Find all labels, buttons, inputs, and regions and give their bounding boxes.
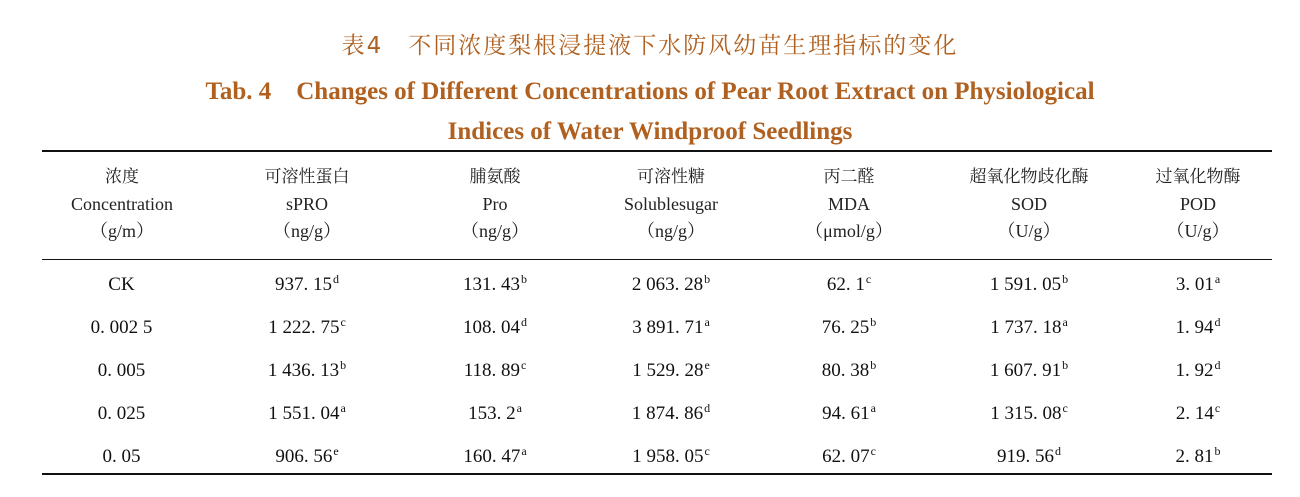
table-cell	[764, 315, 934, 339]
significance-letter: b	[1214, 443, 1221, 458]
table-cell	[934, 401, 1124, 425]
table-cell	[578, 315, 764, 339]
header-pro	[412, 164, 578, 254]
table-top-rule	[42, 150, 1272, 152]
table-title-cn: 表4 不同浓度梨根浸提液下水防风幼苗生理指标的变化	[341, 33, 959, 59]
header-en: MDA	[827, 194, 870, 214]
table-cell	[934, 272, 1124, 296]
table-cell	[1124, 358, 1272, 382]
cell-value: 1 958. 05	[632, 445, 704, 467]
table-title-en-line1: Tab. 4 Changes of Different Concentrations of Pear Root Extract on Physiological	[205, 78, 1095, 105]
header-cn: 脯氨酸	[469, 167, 521, 187]
table-header-row	[42, 164, 1272, 254]
header-unit: （U/g）	[1166, 221, 1230, 241]
table-cell	[42, 444, 202, 468]
cell-value: 2 063. 28	[631, 273, 704, 295]
significance-letter: a	[870, 400, 876, 415]
table-cell	[42, 315, 202, 339]
header-unit: （ng/g）	[636, 221, 705, 241]
significance-letter: b	[521, 271, 527, 286]
table-cell	[578, 358, 764, 382]
header-mda	[764, 164, 934, 254]
table-cell	[42, 358, 202, 382]
cell-value: 1 551. 04	[268, 402, 340, 424]
table-cell	[1124, 444, 1272, 468]
table-cell	[934, 315, 1124, 339]
cell-value: 62. 07	[822, 445, 870, 467]
significance-letter: d	[1214, 314, 1221, 329]
cell-value: 937. 15	[275, 273, 332, 295]
table-cell	[578, 401, 764, 425]
significance-letter: a	[340, 400, 346, 415]
table-row	[42, 262, 1272, 305]
header-en: SOD	[1010, 194, 1047, 214]
cell-value: 1. 94	[1175, 316, 1214, 338]
header-unit: （μmol/g）	[805, 221, 893, 241]
table-header-rule	[42, 259, 1272, 260]
table-cell	[202, 272, 412, 296]
table-cell	[934, 358, 1124, 382]
significance-letter: b	[1062, 271, 1069, 286]
cell-value: 3. 01	[1175, 273, 1214, 295]
header-cn: 过氧化物酶	[1155, 167, 1241, 187]
significance-letter: d	[333, 271, 339, 286]
cell-value: 1 222. 75	[268, 316, 340, 338]
header-sod	[934, 164, 1124, 254]
significance-letter: c	[1214, 400, 1221, 415]
cell-value: 131. 43	[463, 273, 520, 295]
header-cn: 可溶性蛋白	[264, 167, 350, 187]
cell-value: CK	[108, 273, 135, 295]
significance-letter: e	[333, 443, 339, 458]
significance-letter: a	[704, 314, 710, 329]
header-cn: 浓度	[105, 167, 139, 187]
header-en: Pro	[482, 194, 508, 214]
header-cn: 可溶性糖	[637, 167, 705, 187]
table-bottom-rule	[42, 473, 1272, 475]
header-soluble-sugar	[578, 164, 764, 254]
header-unit: （g/m）	[89, 221, 154, 241]
significance-letter: c	[870, 443, 876, 458]
table-cell	[412, 315, 578, 339]
table-cell	[1124, 272, 1272, 296]
cell-value: 1 874. 86	[631, 402, 704, 424]
table-row	[42, 434, 1272, 477]
table-cell	[202, 315, 412, 339]
header-spro	[202, 164, 412, 254]
table-body	[42, 262, 1272, 477]
table-cell	[764, 358, 934, 382]
table-cell	[42, 272, 202, 296]
cell-value: 0. 05	[102, 445, 141, 467]
cell-value: 1 607. 91	[989, 359, 1062, 381]
cell-value: 0. 005	[97, 359, 146, 381]
table-cell	[202, 358, 412, 382]
header-en: sPRO	[285, 194, 329, 214]
cell-value: 0. 025	[97, 402, 146, 424]
header-pod	[1124, 164, 1272, 254]
significance-letter: e	[704, 357, 710, 372]
significance-letter: b	[340, 357, 347, 372]
table-cell	[412, 272, 578, 296]
significance-letter: c	[1062, 400, 1068, 415]
significance-letter: a	[1214, 271, 1221, 286]
cell-value: 2. 14	[1175, 402, 1214, 424]
significance-letter: d	[1055, 443, 1061, 458]
header-en: Concentration	[71, 194, 173, 214]
table-row	[42, 391, 1272, 434]
table-cell	[934, 444, 1124, 468]
table-title-en	[0, 72, 1300, 152]
header-cn: 超氧化物歧化酶	[969, 167, 1089, 187]
header-en: POD	[1179, 194, 1216, 214]
table-cell	[578, 272, 764, 296]
table-cell	[202, 444, 412, 468]
cell-value: 1 591. 05	[989, 273, 1062, 295]
cell-value: 1 737. 18	[990, 316, 1062, 338]
table-cell	[578, 444, 764, 468]
cell-value: 118. 89	[463, 359, 520, 381]
cell-value: 3 891. 71	[632, 316, 704, 338]
cell-value: 94. 61	[822, 402, 870, 424]
cell-value: 153. 2	[468, 402, 516, 424]
table-cell	[412, 358, 578, 382]
table-row	[42, 348, 1272, 391]
cell-value: 0. 002 5	[90, 316, 153, 338]
cell-value: 62. 1	[826, 273, 865, 295]
cell-value: 1 529. 28	[632, 359, 704, 381]
significance-letter: a	[521, 443, 527, 458]
table-cell	[412, 401, 578, 425]
cell-value: 919. 56	[997, 445, 1054, 467]
header-cn: 丙二醛	[823, 167, 875, 187]
significance-letter: a	[1062, 314, 1068, 329]
significance-letter: b	[1062, 357, 1069, 372]
significance-letter: b	[870, 357, 877, 372]
significance-letter: a	[516, 400, 522, 415]
cell-value: 1 436. 13	[267, 359, 340, 381]
table-row	[42, 305, 1272, 348]
cell-value: 1. 92	[1175, 359, 1214, 381]
header-en: Solublesugar	[624, 194, 718, 214]
cell-value: 1 315. 08	[990, 402, 1062, 424]
cell-value: 80. 38	[821, 359, 870, 381]
header-unit: （ng/g）	[460, 221, 529, 241]
significance-letter: c	[520, 357, 527, 372]
significance-letter: c	[704, 443, 710, 458]
cell-value: 76. 25	[821, 316, 870, 338]
table-cell	[42, 401, 202, 425]
table-cell	[764, 444, 934, 468]
table-cell	[1124, 401, 1272, 425]
significance-letter: c	[340, 314, 346, 329]
header-unit: （U/g）	[997, 221, 1061, 241]
header-concentration	[42, 164, 202, 254]
table-cell	[764, 272, 934, 296]
table-cell	[202, 401, 412, 425]
significance-letter: b	[870, 314, 877, 329]
significance-letter: c	[865, 271, 872, 286]
cell-value: 108. 04	[463, 316, 520, 338]
significance-letter: d	[521, 314, 527, 329]
significance-letter: b	[704, 271, 711, 286]
significance-letter: d	[704, 400, 711, 415]
significance-letter: d	[1214, 357, 1221, 372]
cell-value: 2. 81	[1175, 445, 1214, 467]
table-cell	[412, 444, 578, 468]
cell-value: 160. 47	[463, 445, 521, 467]
table-cell	[764, 401, 934, 425]
table-title-en-line2: Indices of Water Windproof Seedlings	[447, 118, 853, 145]
table-cell	[1124, 315, 1272, 339]
cell-value: 906. 56	[275, 445, 333, 467]
header-unit: （ng/g）	[272, 221, 341, 241]
